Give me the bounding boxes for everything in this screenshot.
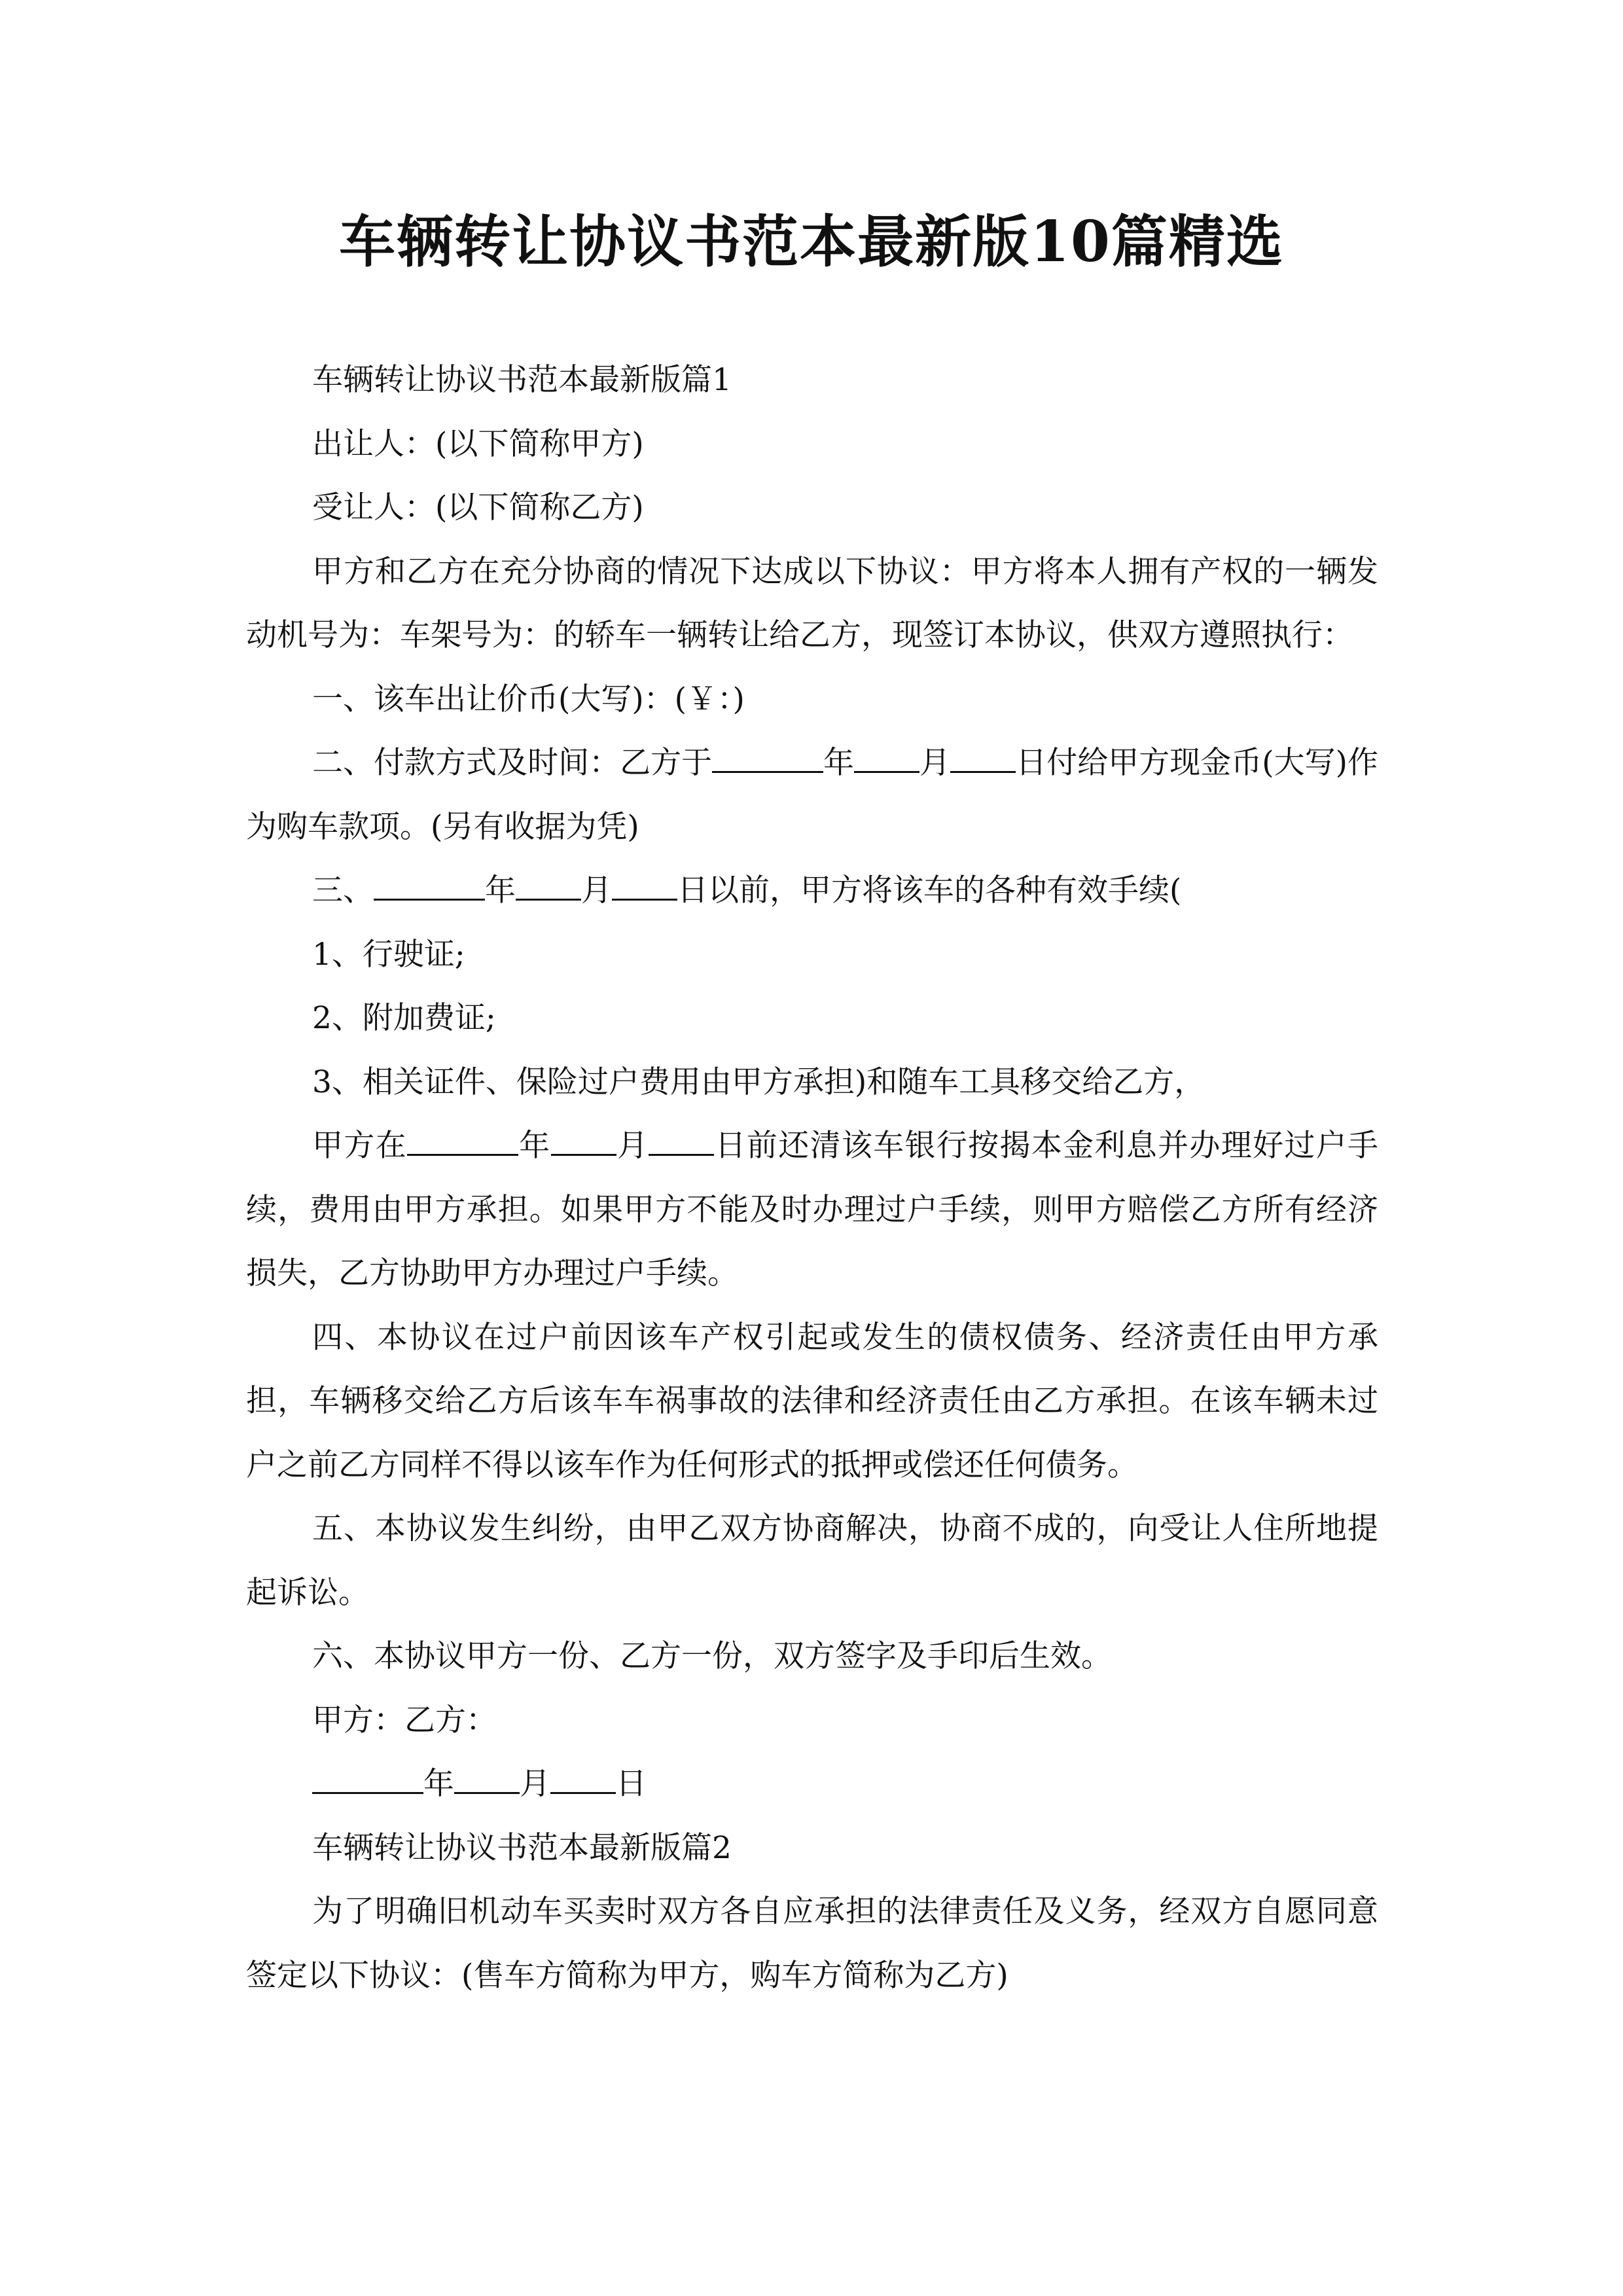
agreement-intro: 甲方和乙方在充分协商的情况下达成以下协议：甲方将本人拥有产权的一辆发动机号为：车架号为：的轿车一辆转让给乙方，现签订本协议，供双方遵照执行： [246,553,1378,653]
year-label: 年 [823,745,855,781]
clause-3b [246,1114,1378,1306]
month-label: 月 [581,872,612,908]
clause-text: 甲方在 [312,1128,407,1164]
year-blank [407,1128,518,1156]
day-label: 日 [616,1766,647,1802]
clause-1: 一、该车出让价币(大写)：(￥：) [312,681,745,717]
day-blank [950,745,1016,773]
sign-date [246,1752,1378,1816]
section-heading: 车辆转让协议书范本最新版篇2 [312,1829,732,1866]
month-label: 月 [919,745,951,781]
list-item: 2、附加费证; [312,1000,496,1036]
month-blank [551,1128,616,1156]
document-body [246,348,1378,2007]
clause-5: 五、本协议发生纠纷，由甲乙双方协商解决，协商不成的，向受让人住所地提起诉讼。 [246,1511,1378,1611]
month-blank [854,745,919,773]
year-label: 年 [485,872,516,908]
clause-text: 三、 [312,872,374,908]
transferee-line: 受让人：(以下简称乙方) [312,490,644,526]
day-blank [649,1128,714,1156]
transferor-line: 出让人：(以下简称甲方) [312,425,644,462]
list-item: 1、行驶证; [312,936,465,973]
day-blank [550,1766,616,1794]
signature-line: 甲方：乙方： [312,1702,497,1738]
clause-text: 二、付款方式及时间：乙方于 [312,745,713,781]
section-heading: 车辆转让协议书范本最新版篇1 [312,362,732,398]
document-title: 车辆转让协议书范本最新版10篇精选 [339,209,1284,275]
month-label: 月 [520,1766,550,1802]
year-blank [312,1766,423,1794]
year-label: 年 [423,1766,454,1802]
month-label: 月 [616,1128,649,1164]
year-blank [712,745,823,773]
agreement-intro-2: 为了明确旧机动车买卖时双方各自应承担的法律责任及义务，经双方自愿同意签定以下协议：(售车方简称为甲方，购车方简称为乙方) [246,1893,1378,1994]
month-blank [516,872,581,901]
day-blank [612,872,677,901]
clause-text: 日付给甲方现金币(大写)作为购车款项。(另有收据为凭) [246,745,1379,845]
clause-6: 六、本协议甲方一份、乙方一份，双方签字及手印后生效。 [312,1638,1112,1674]
month-blank [454,1766,520,1794]
clause-2 [246,731,1378,859]
clause-text: 日以前，甲方将该车的各种有效手续( [677,872,1182,908]
clause-3 [246,859,1378,923]
year-label: 年 [518,1128,551,1164]
list-item: 3、相关证件、保险过户费用由甲方承担)和随车工具移交给乙方， [312,1064,1205,1100]
clause-text: 日前还清该车银行按揭本金利息并办理好过户手续，费用由甲方承担。如果甲方不能及时办理过户手续，则甲方赔偿乙方所有经济损失，乙方协助甲方办理过户手续。 [246,1128,1379,1291]
year-blank [374,872,485,901]
clause-4: 四、本协议在过户前因该车产权引起或发生的债权债务、经济责任由甲方承担，车辆移交给乙方后该车车祸事故的法律和经济责任由乙方承担。在该车辆未过户之前乙方同样不得以该车作为任何形式的抵押或偿还任何债务。 [246,1319,1378,1483]
